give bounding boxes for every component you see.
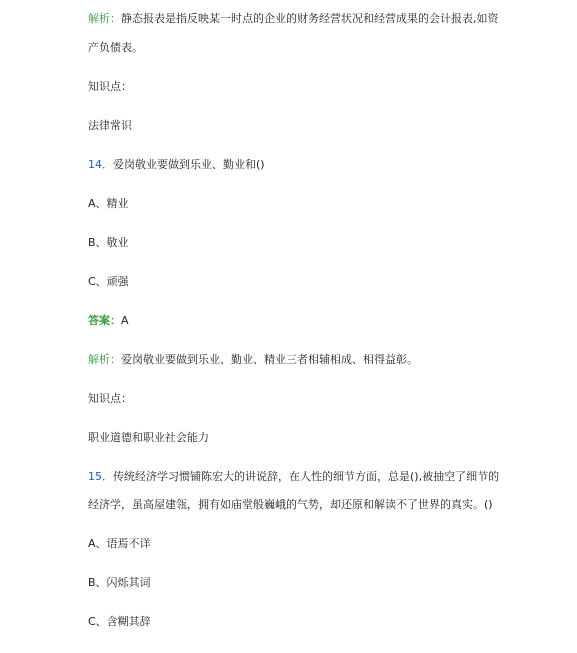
q13-knowledge-label: 知识点： xyxy=(88,80,132,93)
q14-knowledge-label: 知识点： xyxy=(88,392,132,405)
q14-question xyxy=(88,158,265,172)
question-number: 15． xyxy=(88,470,113,483)
analysis-label: 解析： xyxy=(88,353,121,366)
analysis-label: 解析： xyxy=(88,12,121,25)
answer-value: A xyxy=(121,314,129,327)
q13-analysis-line-1 xyxy=(88,12,499,26)
answer-label: 答案： xyxy=(88,314,121,327)
question-number: 14． xyxy=(88,158,113,171)
q14-option-c: C、顽强 xyxy=(88,275,129,288)
question-text: 爱岗敬业要做到乐业、勤业和() xyxy=(113,158,265,171)
analysis-text: 爱岗敬业要做到乐业、勤业、精业三者相辅相成、相得益彰。 xyxy=(121,353,418,366)
q14-option-b: B、敬业 xyxy=(88,236,129,249)
q15-option-b: B、闪烁其词 xyxy=(88,576,151,589)
q14-analysis xyxy=(88,353,418,367)
q14-answer xyxy=(88,314,129,328)
question-text: 传统经济学习惯铺陈宏大的讲说辞，在人性的细节方面，总是(),被抽空了细节的 xyxy=(113,470,500,483)
q15-question-line-1 xyxy=(88,470,499,484)
q15-question-line-2: 经济学，虽高屋建瓴，拥有如庙堂般巍峨的气势，却还原和解读不了世界的真实。() xyxy=(88,498,493,511)
q13-knowledge-value: 法律常识 xyxy=(88,119,132,132)
analysis-text: 静态报表是指反映某一时点的企业的财务经营状况和经营成果的会计报表,如资 xyxy=(121,12,499,25)
q15-option-c: C、含糊其辞 xyxy=(88,615,151,628)
q15-option-a: A、语焉不详 xyxy=(88,537,151,550)
q13-analysis-line-2: 产负债表。 xyxy=(88,41,143,54)
q14-option-a: A、精业 xyxy=(88,197,129,210)
q14-knowledge-value: 职业道德和职业社会能力 xyxy=(88,431,209,444)
